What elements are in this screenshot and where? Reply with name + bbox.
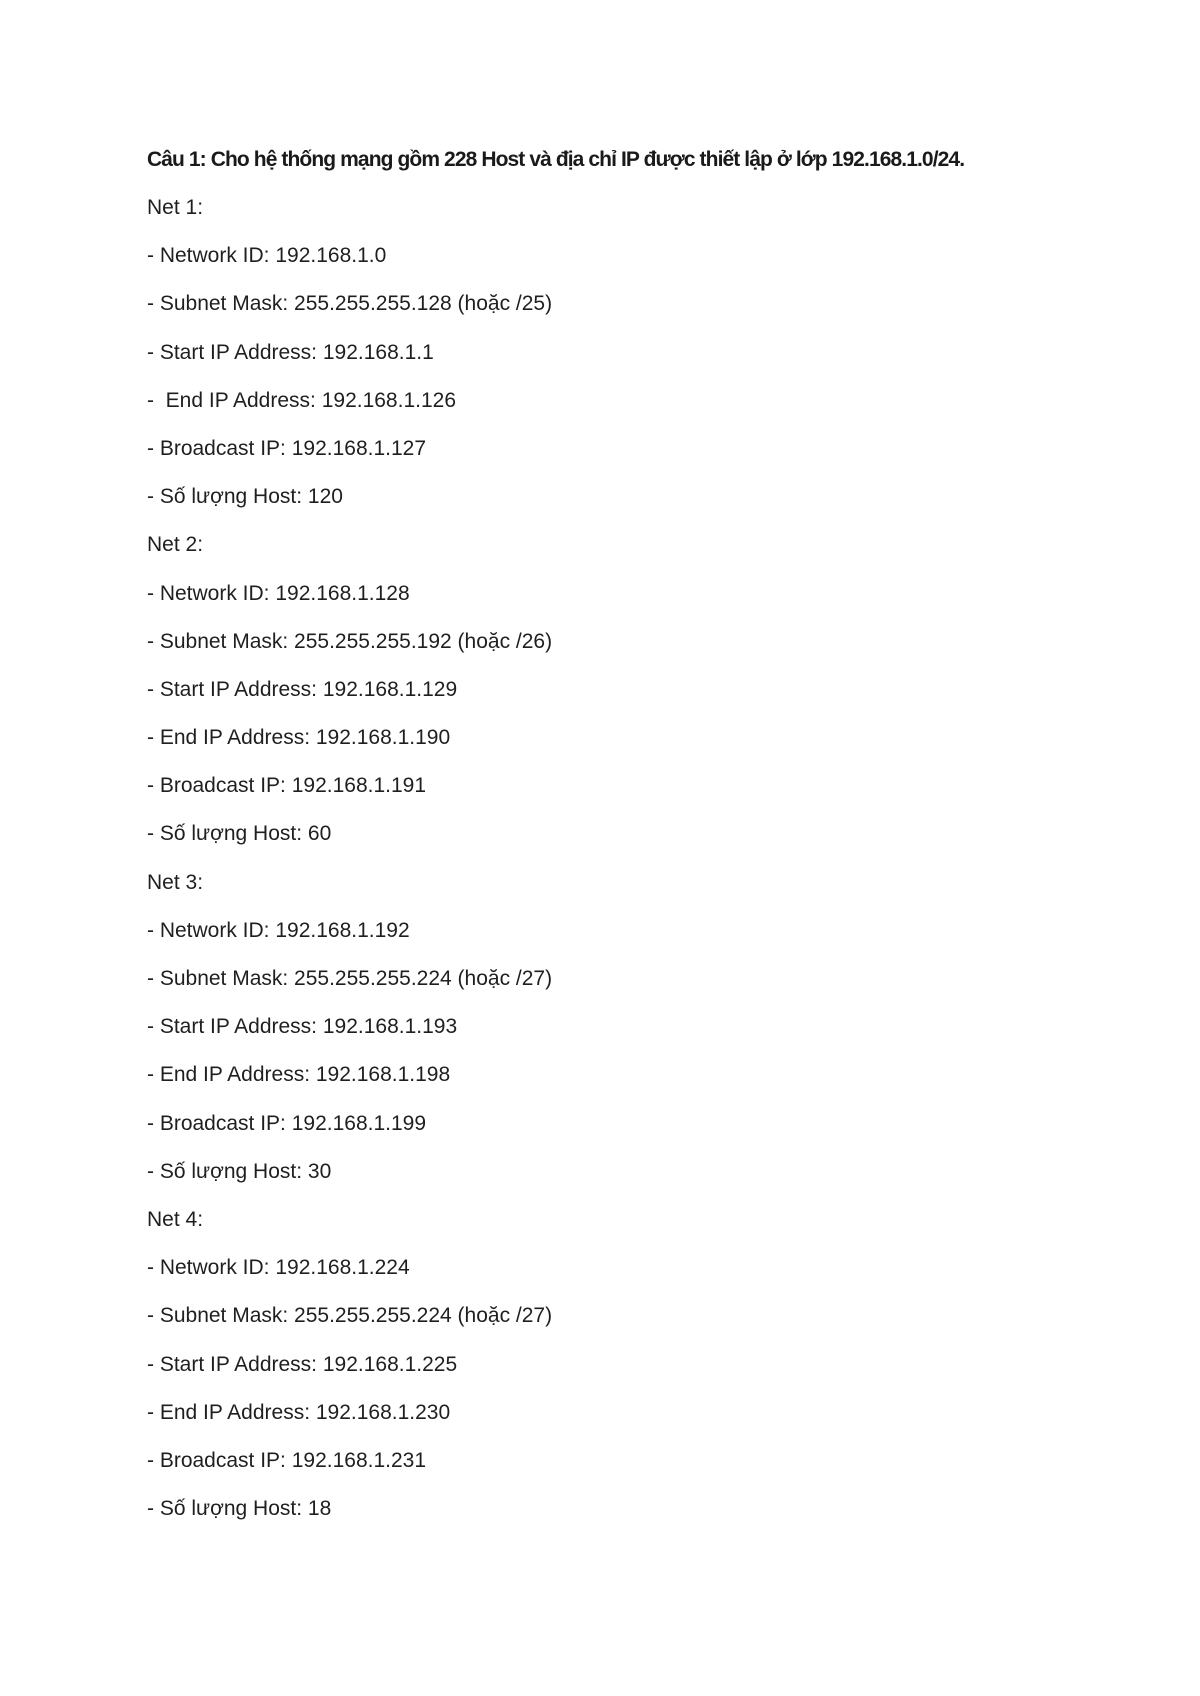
net-2-broadcast-ip: - Broadcast IP: 192.168.1.191: [147, 774, 427, 798]
net-2-end-ip: - End IP Address: 192.168.1.190: [147, 726, 451, 750]
net-3-subnet-mask: - Subnet Mask: 255.255.255.224 (hoặc /27): [147, 967, 553, 990]
net-1-host-count: - Số lượng Host: 120: [147, 485, 343, 509]
net-3-broadcast-ip: - Broadcast IP: 192.168.1.199: [147, 1111, 427, 1135]
net-2-start-ip: - Start IP Address: 192.168.1.129: [147, 677, 458, 701]
net-4-network-id: - Network ID: 192.168.1.224: [147, 1256, 410, 1280]
net-4-start-ip: - Start IP Address: 192.168.1.225: [147, 1352, 458, 1376]
net-4-broadcast-ip: - Broadcast IP: 192.168.1.231: [147, 1448, 427, 1472]
net-4-host-count: - Số lượng Host: 18: [147, 1497, 332, 1521]
net-1-end-ip: - End IP Address: 192.168.1.126: [147, 388, 457, 412]
net-3-network-id: - Network ID: 192.168.1.192: [147, 918, 410, 942]
question-heading: Câu 1: Cho hệ thống mạng gồm 228 Host và địa chỉ IP được thiết lập ở lớp 192.168.1.0/24.: [147, 148, 965, 171]
document-body: [147, 146, 1107, 1543]
net-3-start-ip: - Start IP Address: 192.168.1.193: [147, 1015, 458, 1039]
net-4-title: Net 4:: [147, 1207, 204, 1231]
net-3-end-ip: - End IP Address: 192.168.1.198: [147, 1063, 451, 1087]
net-1-subnet-mask: - Subnet Mask: 255.255.255.128 (hoặc /25): [147, 292, 553, 316]
net-4-subnet-mask: - Subnet Mask: 255.255.255.224 (hoặc /27): [147, 1304, 553, 1328]
net-2-title: Net 2:: [147, 533, 204, 557]
net-3-host-count: - Số lượng Host: 30: [147, 1159, 332, 1183]
net-1-start-ip: - Start IP Address: 192.168.1.1: [147, 340, 434, 364]
net-1-network-id: - Network ID: 192.168.1.0: [147, 244, 387, 268]
net-2-network-id: - Network ID: 192.168.1.128: [147, 581, 410, 605]
net-1-title: Net 1:: [147, 196, 204, 219]
net-1-broadcast-ip: - Broadcast IP: 192.168.1.127: [147, 436, 427, 460]
net-4-end-ip: - End IP Address: 192.168.1.230: [147, 1400, 451, 1424]
net-3-title: Net 3:: [147, 870, 204, 894]
net-2-subnet-mask: - Subnet Mask: 255.255.255.192 (hoặc /26): [147, 629, 553, 653]
net-2-host-count: - Số lượng Host: 60: [147, 822, 332, 846]
